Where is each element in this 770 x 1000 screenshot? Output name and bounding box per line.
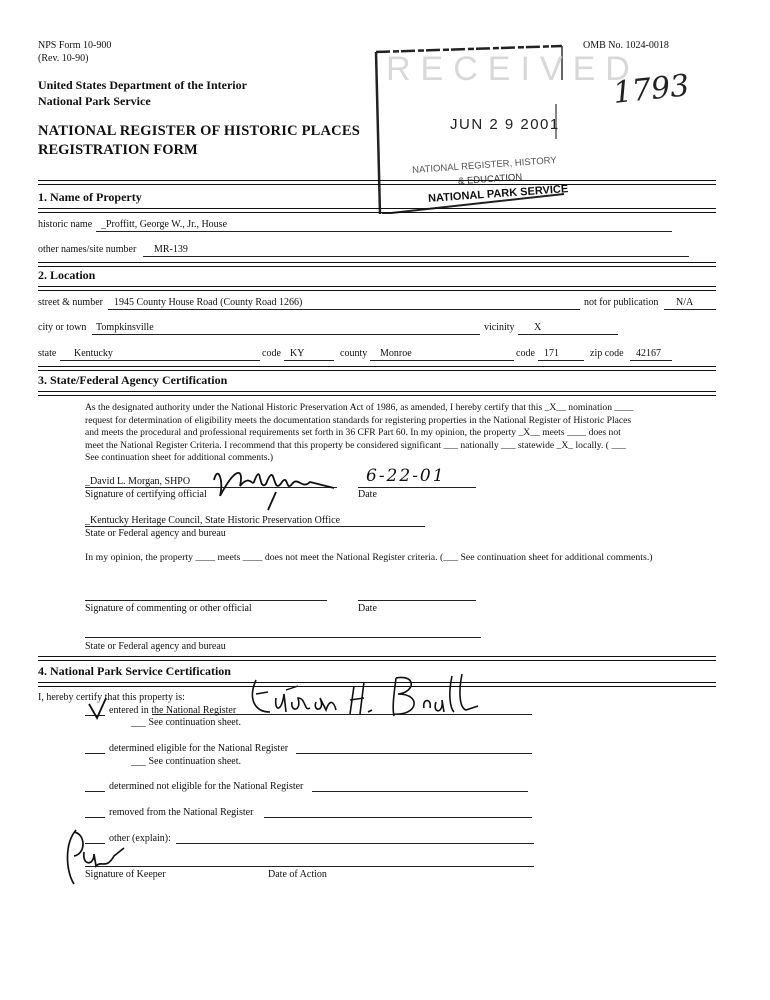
not-eligible-option-label: determined not eligible for the National Register xyxy=(109,781,304,792)
stamp-line1: NATIONAL REGISTER, HISTORY xyxy=(411,154,558,177)
county-value[interactable]: Monroe xyxy=(380,348,412,359)
certification-line3: and meets the procedural and professional requirements set forth in 36 CFR Part 60. In my opinion, the property _X__ meets ____ does not xyxy=(85,427,621,438)
removed-option-label: removed from the National Register xyxy=(109,807,254,818)
commenting-date-line xyxy=(358,600,476,601)
eligible-signature-line xyxy=(296,753,532,754)
street-value[interactable]: 1945 County House Road (County Road 1266) xyxy=(114,297,303,308)
commenting-date-label: Date xyxy=(358,603,377,614)
zip-line xyxy=(630,360,672,361)
certifier-name: _David L. Morgan, SHPO xyxy=(85,476,191,487)
section3-heading: 3. State/Federal Agency Certification xyxy=(38,373,228,387)
section2-bottom-rule xyxy=(38,286,716,291)
eligible-continuation[interactable]: ___ See continuation sheet. xyxy=(131,756,241,767)
other-names-label: other names/site number xyxy=(38,244,137,255)
other-option-label: other (explain): xyxy=(109,833,171,844)
opinion-statement: In my opinion, the property ____ meets ____ does not meet the National Register criteria. (___ See continuation sheet for additional comments.) xyxy=(85,552,653,563)
zip-label: zip code xyxy=(590,348,624,359)
commenting-signature-label: Signature of commenting or other official xyxy=(85,603,252,614)
section3-bottom-rule xyxy=(38,391,716,396)
eligible-option-label: determined eligible for the National Register xyxy=(109,743,289,754)
removed-signature-line xyxy=(264,817,532,818)
state-code-line xyxy=(284,360,334,361)
vicinity-value[interactable]: X xyxy=(534,322,542,333)
county-code-value[interactable]: 171 xyxy=(544,348,559,359)
county-line xyxy=(370,360,514,361)
agency2-label: State or Federal agency and bureau xyxy=(85,641,226,652)
historic-name-line xyxy=(96,231,672,232)
state-value[interactable]: Kentucky xyxy=(74,348,113,359)
received-stamp xyxy=(372,44,640,214)
other-explain-line-2[interactable] xyxy=(85,866,534,867)
section3-top-rule xyxy=(38,366,716,371)
vicinity-line xyxy=(518,334,618,335)
agency-line xyxy=(85,526,425,527)
cert-date-label: Date xyxy=(358,489,377,500)
street-line xyxy=(108,309,580,310)
commenting-signature-line xyxy=(85,600,327,601)
cert-signature-label: Signature of certifying official xyxy=(85,489,207,500)
certification-line5: See continuation sheet for additional comments.) xyxy=(85,452,274,463)
form-title: NATIONAL REGISTER OF HISTORIC PLACES xyxy=(38,123,360,139)
other-names-line xyxy=(143,256,689,257)
city-line xyxy=(92,334,480,335)
not-eligible-signature-line xyxy=(312,791,528,792)
zip-value[interactable]: 42167 xyxy=(636,348,661,359)
eligible-checkbox-line[interactable] xyxy=(85,753,105,754)
keeper-signature-label: Signature of Keeper xyxy=(85,869,166,880)
historic-name-value[interactable]: _Proffitt, George W., Jr., House xyxy=(101,219,228,230)
department-name: United States Department of the Interior xyxy=(38,78,247,92)
certification-paragraph xyxy=(85,402,634,465)
certifying-official-signature xyxy=(206,452,346,512)
stamp-received-text: RECEIVED xyxy=(386,50,640,88)
certification-line1: As the designated authority under the National Historic Preservation Act of 1986, as amended, I hereby certify that this _X__ nomination ____ xyxy=(85,402,634,413)
historic-name-label: historic name xyxy=(38,219,93,230)
cert-date-handwritten[interactable]: 6-22-01 xyxy=(366,466,446,486)
entered-checkmark[interactable] xyxy=(86,696,110,722)
omb-number: OMB No. 1024-0018 xyxy=(583,40,669,51)
handwritten-reference-number: 1793 xyxy=(611,68,691,111)
date-of-action-label: Date of Action xyxy=(268,869,327,880)
street-label: street & number xyxy=(38,297,103,308)
agency-label: State or Federal agency and bureau xyxy=(85,528,226,539)
county-code-label: code xyxy=(516,348,535,359)
form-subtitle: REGISTRATION FORM xyxy=(38,142,198,158)
not-for-publication-line xyxy=(664,309,716,310)
state-code-label: code xyxy=(262,348,281,359)
city-value[interactable]: Tompkinsville xyxy=(96,322,154,333)
certification-line4: meet the National Register Criteria. I recommend that this property be considered significant ___ nationally ___ statewide _X_ locally. ( ___ xyxy=(85,439,626,451)
section1-top-rule xyxy=(38,180,716,185)
stamp-line3: NATIONAL PARK SERVICE xyxy=(427,183,569,205)
county-label: county xyxy=(340,348,368,359)
section2-heading: 2. Location xyxy=(38,268,96,282)
section2-top-rule xyxy=(38,262,716,267)
not-eligible-checkbox-line[interactable] xyxy=(85,791,105,792)
county-code-line xyxy=(538,360,584,361)
section1-heading: 1. Name of Property xyxy=(38,190,142,204)
certification-line2: request for determination of eligibility meets the documentation standards for registering properties in the National Register of Historic Places xyxy=(85,414,632,426)
keeper-signature-text xyxy=(250,690,256,691)
entered-option-label: entered in the National Register xyxy=(109,705,237,716)
entered-continuation[interactable]: ___ See continuation sheet. xyxy=(131,717,241,728)
form-number: NPS Form 10-900 xyxy=(38,40,112,51)
agency-value[interactable]: _Kentucky Heritage Council, State Historic Preservation Office xyxy=(85,515,341,526)
other-names-value[interactable]: MR-139 xyxy=(154,244,188,255)
stamp-line2: & EDUCATION xyxy=(457,171,523,188)
state-label: state xyxy=(38,348,57,359)
other-explain-line[interactable] xyxy=(176,843,534,844)
form-revision: (Rev. 10-90) xyxy=(38,53,89,64)
nps-certify-intro: I, hereby certify that this property is: xyxy=(38,692,185,703)
removed-checkbox-line[interactable] xyxy=(85,817,105,818)
city-label: city or town xyxy=(38,322,87,333)
not-for-publication-value[interactable]: N/A xyxy=(676,297,694,308)
service-name: National Park Service xyxy=(38,94,151,108)
stamp-date: JUN 2 9 2001 xyxy=(450,116,560,133)
state-line xyxy=(60,360,260,361)
vicinity-label: vicinity xyxy=(484,322,515,333)
section4-heading: 4. National Park Service Certification xyxy=(38,664,231,678)
section4-top-rule xyxy=(38,656,716,661)
state-code-value[interactable]: KY xyxy=(290,348,305,359)
agency2-line xyxy=(85,637,481,638)
not-for-publication-label: not for publication xyxy=(584,297,659,308)
section1-bottom-rule xyxy=(38,208,716,213)
cert-date-line xyxy=(358,487,476,488)
keeper-signature xyxy=(246,668,486,724)
